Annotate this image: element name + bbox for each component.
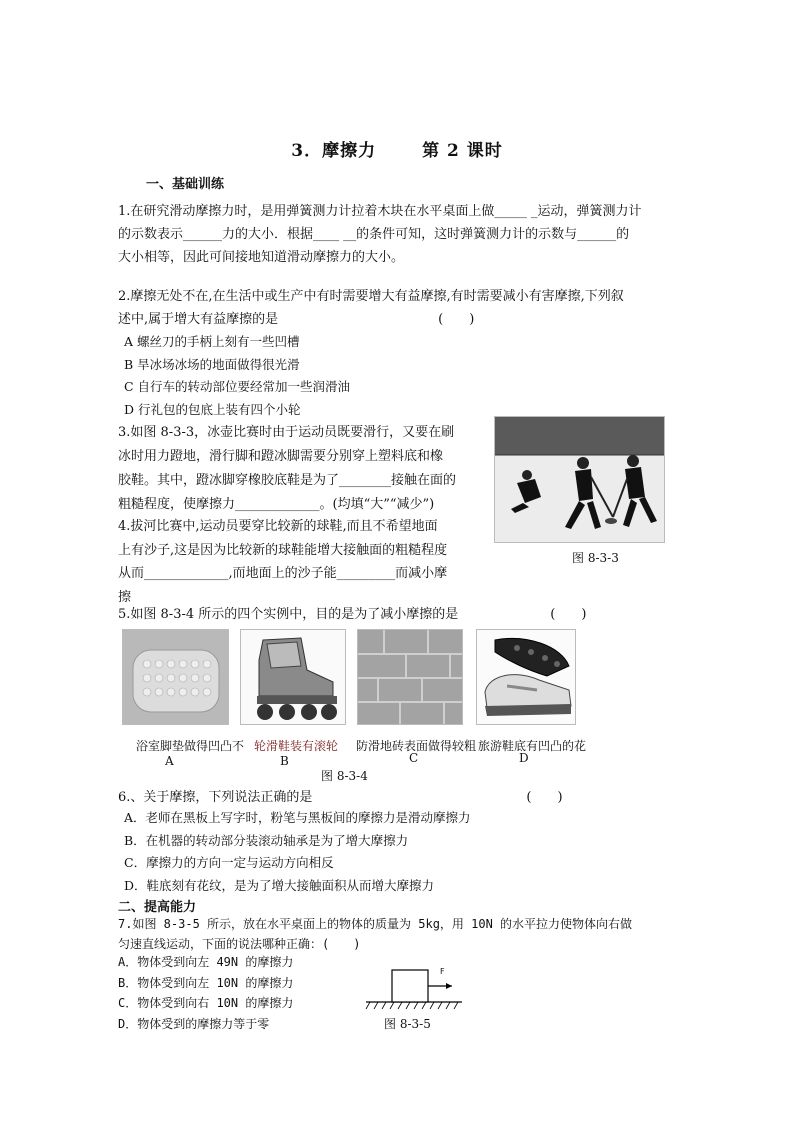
q4-line: 从而_____________,而地面上的沙子能_________而减小摩 (118, 566, 448, 581)
q2-options (124, 331, 350, 421)
q1-line: 1.在研究滑动摩擦力时，是用弹簧测力计拉着木块在水平桌面上做_____ _运动，弹簧测力计 (118, 204, 642, 219)
q4-line: 4.拔河比赛中,运动员要穿比较新的球鞋,而且不希望地面 (118, 519, 438, 534)
section-heading-basic: 一、基础训练 (146, 177, 225, 192)
question-3 (118, 421, 456, 517)
title-part1: 3．摩擦力 (291, 141, 377, 161)
sneaker-photo (476, 629, 576, 725)
figure-caption-8-3-3: 图 8-3-3 (572, 551, 619, 565)
bath-mat-photo (122, 629, 229, 725)
label-b: B (280, 754, 289, 768)
q7-option-a: A．物体受到向左 49N 的摩擦力 (118, 955, 294, 969)
caption-c: 防滑地砖表面做得较粗 (356, 739, 477, 753)
roller-skate-photo (240, 629, 346, 725)
q6-option-b: B．在机器的转动部分装滚动轴承是为了增大摩擦力 (124, 832, 409, 848)
q3-line: 冰时用力蹬地，滑行脚和蹬冰脚需要分别穿上塑料底和橡 (118, 449, 444, 464)
q7-line: 匀速直线运动，下面的说法哪种正确：( ) (118, 937, 361, 951)
answer-paren: ( ) (526, 790, 563, 805)
caption-d: 旅游鞋底有凹凸的花 (478, 739, 587, 753)
q7-option-d: D．物体受到的摩擦力等于零 (118, 1016, 270, 1031)
caption-a: 浴室脚垫做得凹凸不 (136, 739, 245, 753)
q3-line: 胶鞋。其中，蹬冰脚穿橡胶底鞋是为了________接触在面的 (118, 473, 457, 488)
force-diagram (364, 964, 464, 1012)
answer-paren: ( ) (550, 607, 587, 622)
question-6 (118, 786, 563, 809)
q1-line: 的示数表示______力的大小．根据____ __的条件可知，这时弹簧测力计的示数与______的 (118, 227, 630, 242)
q7-option-c: C．物体受到向右 10N 的摩擦力 (118, 996, 294, 1010)
q2-option-a: A 螺丝刀的手柄上刻有一些凹槽 (124, 334, 300, 349)
q2-line: 述中,属于增大有益摩擦的是 ( ) (118, 312, 475, 327)
curling-photo (494, 416, 665, 543)
page-title (0, 136, 794, 161)
q6-option-c: C．摩擦力的方向一定与运动方向相反 (124, 855, 334, 870)
q7-line: 7.如图 8-3-5 所示，放在水平桌面上的物体的质量为 5kg，用 10N 的水平拉力使物体向右做 (118, 917, 633, 931)
q4-line: 擦 (118, 589, 132, 605)
q2-option-b: B 旱冰场冰场的地面做得很光滑 (124, 356, 300, 372)
question-5 (118, 603, 586, 626)
q7-option-b: B．物体受到向左 10N 的摩擦力 (118, 975, 294, 990)
anti-slip-tile-photo (357, 629, 463, 725)
q2-option-d: D 行礼包的包底上装有四个小轮 (124, 401, 301, 417)
label-d: D (519, 751, 529, 765)
q7-options (118, 952, 293, 1034)
q6-option-d: D．鞋底刻有花纹，是为了增大接触面积从而增大摩擦力 (124, 877, 435, 893)
question-4 (118, 515, 447, 609)
q5-text: 5.如图 8-3-4 所示的四个实例中，目的是为了减小摩擦的是 (118, 607, 459, 622)
figure-caption-8-3-5: 图 8-3-5 (384, 1017, 431, 1031)
question-1 (118, 200, 642, 269)
q1-line: 大小相等，因此可间接地知道滑动摩擦力的大小。 (118, 250, 405, 265)
answer-paren: ( ) (438, 312, 475, 327)
caption-b: 轮滑鞋装有滚轮 (254, 739, 339, 753)
figure-caption-8-3-4: 图 8-3-4 (321, 769, 368, 783)
q6-option-a: A．老师在黑板上写字时，粉笔与黑板间的摩擦力是滑动摩擦力 (124, 810, 471, 825)
title-part2: 第 2 课时 (422, 141, 503, 161)
q6-options (124, 807, 471, 897)
question-2 (118, 285, 624, 331)
q4-line: 上有沙子,这是因为比较新的球鞋能增大接触面的粗糙程度 (118, 542, 448, 558)
q6-text: 6.、关于摩擦，下列说法正确的是 (118, 790, 313, 805)
q2-option-c: C 自行车的转动部位要经常加一些润滑油 (124, 379, 351, 394)
q3-line: 粗糙程度，使摩擦力_____________。(均填“大”“减少”) (118, 497, 435, 512)
section-heading-advanced: 二、提高能力 (118, 900, 197, 915)
q3-line: 3.如图 8-3-3，冰壶比赛时由于运动员既要滑行，又要在刷 (118, 425, 455, 440)
label-a: A (165, 754, 174, 768)
question-7 (118, 914, 632, 954)
q2-line: 2.摩擦无处不在,在生活中或生产中有时需要增大有益摩擦,有时需要减小有害摩擦,下列叙 (118, 289, 624, 304)
label-c: C (409, 751, 419, 765)
force-label-f: F (440, 967, 445, 976)
